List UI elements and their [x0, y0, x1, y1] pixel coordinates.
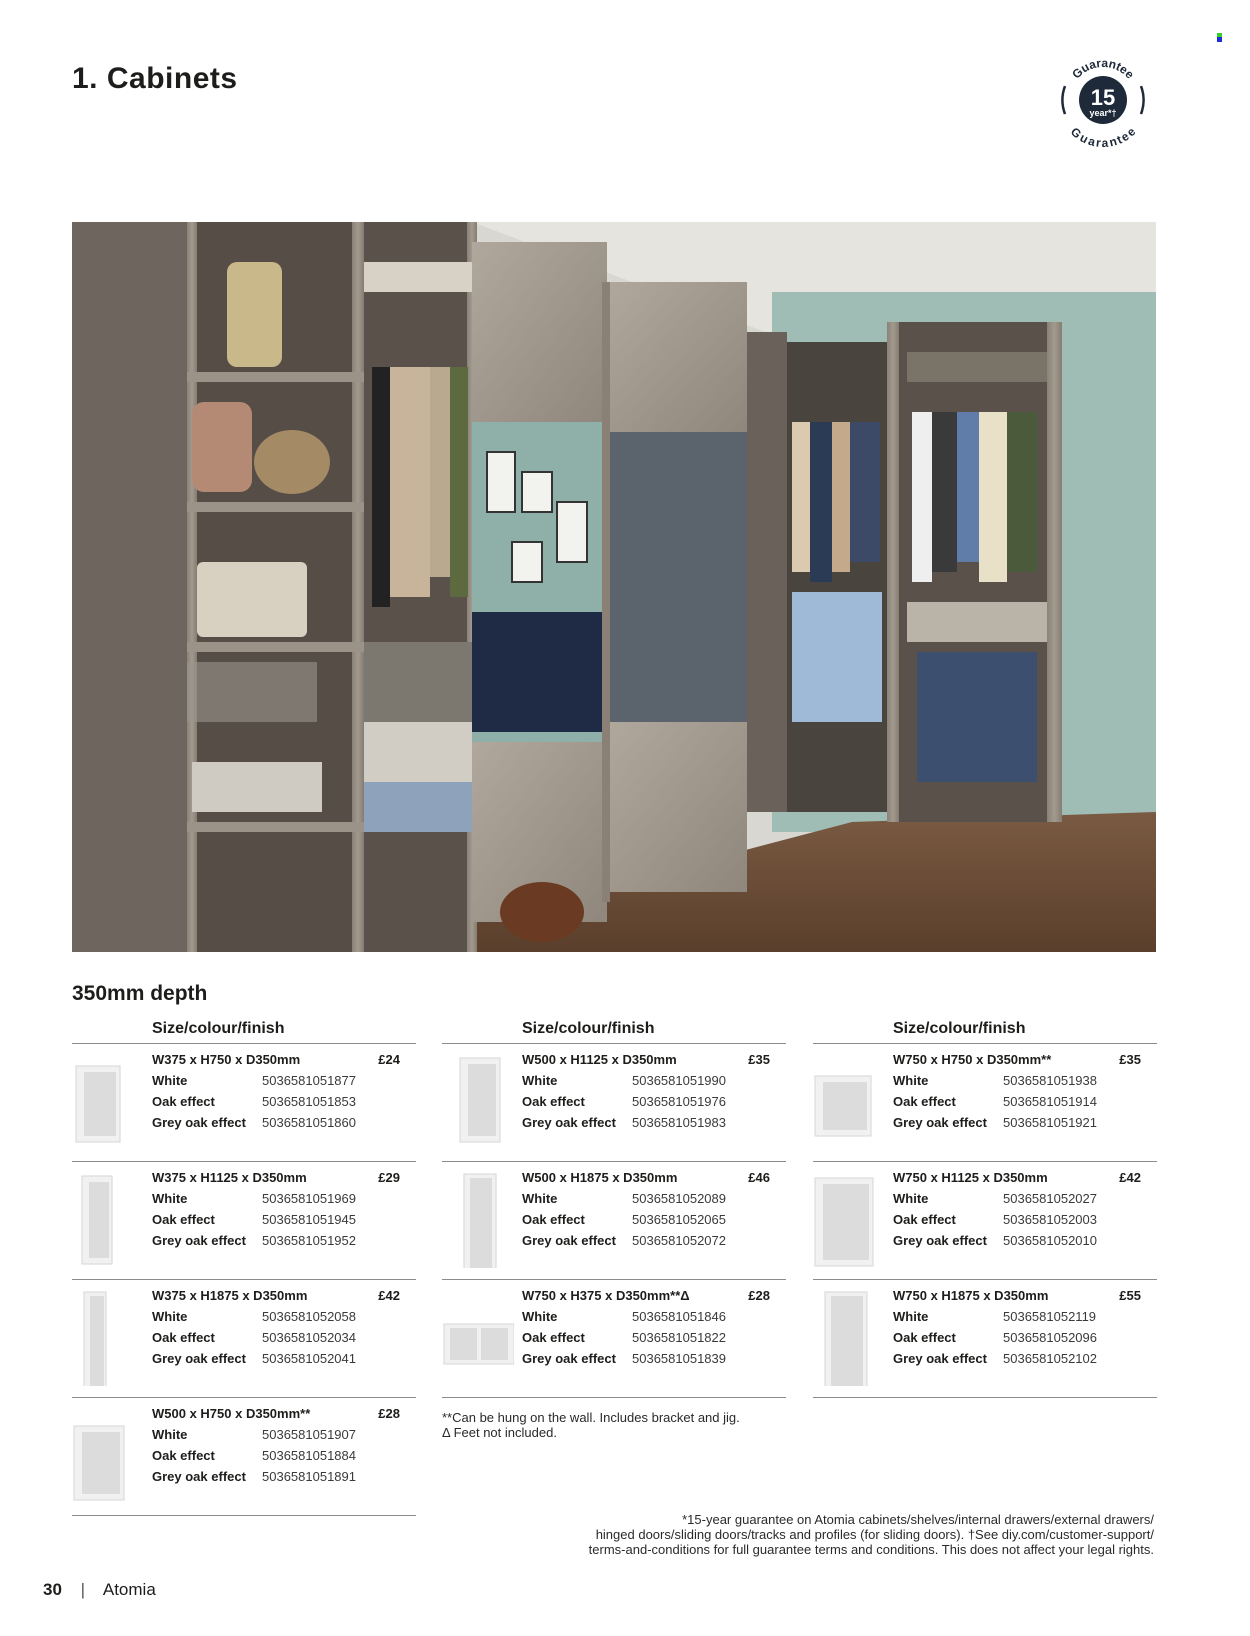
variant-code: 5036581051846: [632, 1309, 726, 1324]
page-footer: [43, 1580, 156, 1600]
legal-line: terms-and-conditions for full guarantee terms and conditions. This does not affect your legal rights.: [588, 1542, 1154, 1557]
product-price: £24: [378, 1052, 400, 1067]
page-title: 1. Cabinets: [72, 62, 238, 95]
variant-code: 5036581051921: [1003, 1115, 1097, 1130]
variant-code: 5036581052034: [262, 1330, 356, 1345]
variant-finish: Grey oak effect: [152, 1115, 246, 1130]
footnotes: [442, 1410, 740, 1440]
variant-code: 5036581052027: [1003, 1191, 1097, 1206]
variant-row: [522, 1330, 782, 1345]
variant-code: 5036581051839: [632, 1351, 726, 1366]
variant-row: [152, 1115, 412, 1130]
variant-code: 5036581052065: [632, 1212, 726, 1227]
product-row: [813, 1044, 1157, 1162]
column-header: Size/colour/finish: [813, 1020, 1157, 1044]
product-price: £46: [748, 1170, 770, 1185]
product-price: £55: [1119, 1288, 1141, 1303]
product-column-3: [813, 1020, 1157, 1398]
variant-row: [522, 1233, 782, 1248]
variant-finish: Oak effect: [893, 1212, 956, 1227]
product-row: [72, 1280, 416, 1398]
badge-unit: year*†: [1089, 108, 1117, 118]
variant-row: [893, 1351, 1153, 1366]
variant-finish: White: [152, 1191, 188, 1206]
guarantee-badge-icon: [1056, 52, 1150, 148]
variant-finish: Oak effect: [893, 1094, 956, 1109]
variant-code: 5036581051976: [632, 1094, 726, 1109]
product-row: [72, 1398, 416, 1516]
cabinet-thumbnail-icon: [813, 1290, 885, 1386]
variant-code: 5036581051983: [632, 1115, 726, 1130]
brand-name: Atomia: [102, 1580, 156, 1599]
svg-text:Guarantee: [1068, 124, 1139, 148]
variant-row: [522, 1073, 782, 1088]
variant-row: [893, 1191, 1153, 1206]
badge-bottom-text: Guarantee: [1067, 124, 1139, 148]
product-price: £42: [378, 1288, 400, 1303]
variant-row: [522, 1351, 782, 1366]
cabinet-thumbnail-icon: [442, 1172, 514, 1268]
variant-code: 5036581051914: [1003, 1094, 1097, 1109]
product-row: [442, 1162, 786, 1280]
variant-finish: Grey oak effect: [522, 1115, 616, 1130]
cabinet-thumbnail-icon: [813, 1054, 885, 1150]
product-size: W500 x H1875 x D350mm: [522, 1170, 678, 1185]
variant-row: [152, 1469, 412, 1484]
variant-row: [893, 1212, 1153, 1227]
variant-code: 5036581052096: [1003, 1330, 1097, 1345]
variant-code: 5036581051860: [262, 1115, 356, 1130]
wardrobe-illustration: [72, 222, 1156, 952]
color-registration-mark: [1217, 33, 1222, 43]
variant-code: 5036581051822: [632, 1330, 726, 1345]
variant-finish: White: [152, 1427, 188, 1442]
variant-finish: Oak effect: [893, 1330, 956, 1345]
product-size: W375 x H1125 x D350mm: [152, 1170, 307, 1185]
variant-row: [893, 1115, 1153, 1130]
variant-code: 5036581052058: [262, 1309, 356, 1324]
variant-row: [152, 1427, 412, 1442]
product-size: W375 x H750 x D350mm: [152, 1052, 301, 1067]
variant-row: [522, 1094, 782, 1109]
variant-code: 5036581051877: [262, 1073, 356, 1088]
variant-finish: Grey oak effect: [522, 1351, 616, 1366]
variant-code: 5036581052072: [632, 1233, 726, 1248]
variant-finish: Oak effect: [522, 1094, 585, 1109]
column-header: Size/colour/finish: [72, 1020, 416, 1044]
product-row: [72, 1044, 416, 1162]
cabinet-thumbnail-icon: [72, 1408, 144, 1504]
variant-finish: White: [893, 1309, 929, 1324]
variant-finish: White: [522, 1309, 558, 1324]
variant-finish: Grey oak effect: [522, 1233, 616, 1248]
product-row: [442, 1280, 786, 1398]
variant-finish: White: [893, 1073, 929, 1088]
variant-code: 5036581051990: [632, 1073, 726, 1088]
variant-row: [152, 1094, 412, 1109]
product-size: W750 x H750 x D350mm**: [893, 1052, 1052, 1067]
legal-line: hinged doors/sliding doors/tracks and profiles (for sliding doors). †See diy.com/customer-support/: [595, 1527, 1154, 1542]
variant-finish: White: [893, 1191, 929, 1206]
variant-row: [152, 1233, 412, 1248]
variant-row: [152, 1191, 412, 1206]
footnote-feet: Δ Feet not included.: [442, 1425, 557, 1440]
product-size: W500 x H1125 x D350mm: [522, 1052, 677, 1067]
product-row: [813, 1280, 1157, 1398]
cabinet-thumbnail-icon: [72, 1172, 144, 1268]
product-row: [72, 1162, 416, 1280]
footnote-wall-hung: **Can be hung on the wall. Includes bracket and jig.: [442, 1410, 740, 1425]
legal-disclaimer: [514, 1512, 1154, 1557]
product-column-1: [72, 1020, 416, 1516]
variant-code: 5036581051952: [262, 1233, 356, 1248]
variant-finish: Oak effect: [152, 1094, 215, 1109]
section-title: 350mm depth: [72, 982, 208, 1005]
product-price: £35: [1119, 1052, 1141, 1067]
cabinet-thumbnail-icon: [442, 1290, 514, 1386]
product-column-2: [442, 1020, 786, 1398]
page-number: 30: [43, 1580, 62, 1599]
badge-top-text: Guarantee: [1069, 55, 1137, 82]
variant-row: [152, 1309, 412, 1324]
product-price: £29: [378, 1170, 400, 1185]
variant-code: 5036581052102: [1003, 1351, 1097, 1366]
variant-finish: Oak effect: [152, 1212, 215, 1227]
variant-finish: Oak effect: [522, 1212, 585, 1227]
product-size: W750 x H1125 x D350mm: [893, 1170, 1048, 1185]
cabinet-thumbnail-icon: [72, 1054, 144, 1150]
variant-row: [152, 1073, 412, 1088]
variant-code: 5036581051969: [262, 1191, 356, 1206]
hero-image: [72, 222, 1156, 952]
variant-code: 5036581052089: [632, 1191, 726, 1206]
variant-row: [522, 1212, 782, 1227]
product-size: W750 x H375 x D350mm**Δ: [522, 1288, 690, 1303]
product-price: £28: [748, 1288, 770, 1303]
product-price: £35: [748, 1052, 770, 1067]
product-size: W500 x H750 x D350mm**: [152, 1406, 311, 1421]
product-price: £28: [378, 1406, 400, 1421]
variant-finish: Grey oak effect: [893, 1115, 987, 1130]
product-price: £42: [1119, 1170, 1141, 1185]
variant-code: 5036581052010: [1003, 1233, 1097, 1248]
variant-row: [522, 1191, 782, 1206]
variant-code: 5036581051884: [262, 1448, 356, 1463]
variant-code: 5036581052003: [1003, 1212, 1097, 1227]
variant-code: 5036581051853: [262, 1094, 356, 1109]
variant-code: 5036581051945: [262, 1212, 356, 1227]
variant-row: [152, 1212, 412, 1227]
variant-code: 5036581052119: [1003, 1309, 1097, 1324]
variant-row: [893, 1309, 1153, 1324]
variant-code: 5036581051907: [262, 1427, 356, 1442]
variant-finish: Grey oak effect: [152, 1351, 246, 1366]
variant-row: [893, 1330, 1153, 1345]
cabinet-thumbnail-icon: [813, 1172, 885, 1268]
variant-row: [152, 1448, 412, 1463]
badge-number: 15: [1090, 85, 1116, 110]
variant-finish: Oak effect: [152, 1448, 215, 1463]
variant-finish: Grey oak effect: [893, 1233, 987, 1248]
cabinet-thumbnail-icon: [72, 1290, 144, 1386]
variant-finish: White: [152, 1073, 188, 1088]
variant-finish: Grey oak effect: [152, 1469, 246, 1484]
variant-row: [893, 1073, 1153, 1088]
variant-finish: Oak effect: [152, 1330, 215, 1345]
variant-row: [893, 1233, 1153, 1248]
variant-row: [522, 1309, 782, 1324]
product-row: [442, 1044, 786, 1162]
variant-finish: Grey oak effect: [152, 1233, 246, 1248]
variant-finish: White: [152, 1309, 188, 1324]
product-row: [813, 1162, 1157, 1280]
variant-code: 5036581052041: [262, 1351, 356, 1366]
variant-finish: Oak effect: [522, 1330, 585, 1345]
product-size: W375 x H1875 x D350mm: [152, 1288, 308, 1303]
variant-finish: Grey oak effect: [893, 1351, 987, 1366]
variant-row: [522, 1115, 782, 1130]
variant-finish: White: [522, 1191, 558, 1206]
variant-row: [152, 1330, 412, 1345]
product-size: W750 x H1875 x D350mm: [893, 1288, 1049, 1303]
variant-code: 5036581051938: [1003, 1073, 1097, 1088]
variant-code: 5036581051891: [262, 1469, 356, 1484]
variant-row: [893, 1094, 1153, 1109]
variant-row: [152, 1351, 412, 1366]
cabinet-thumbnail-icon: [442, 1054, 514, 1150]
legal-line: *15-year guarantee on Atomia cabinets/shelves/internal drawers/external drawers/: [682, 1512, 1154, 1527]
footer-separator: |: [80, 1580, 86, 1599]
variant-finish: White: [522, 1073, 558, 1088]
column-header: Size/colour/finish: [442, 1020, 786, 1044]
